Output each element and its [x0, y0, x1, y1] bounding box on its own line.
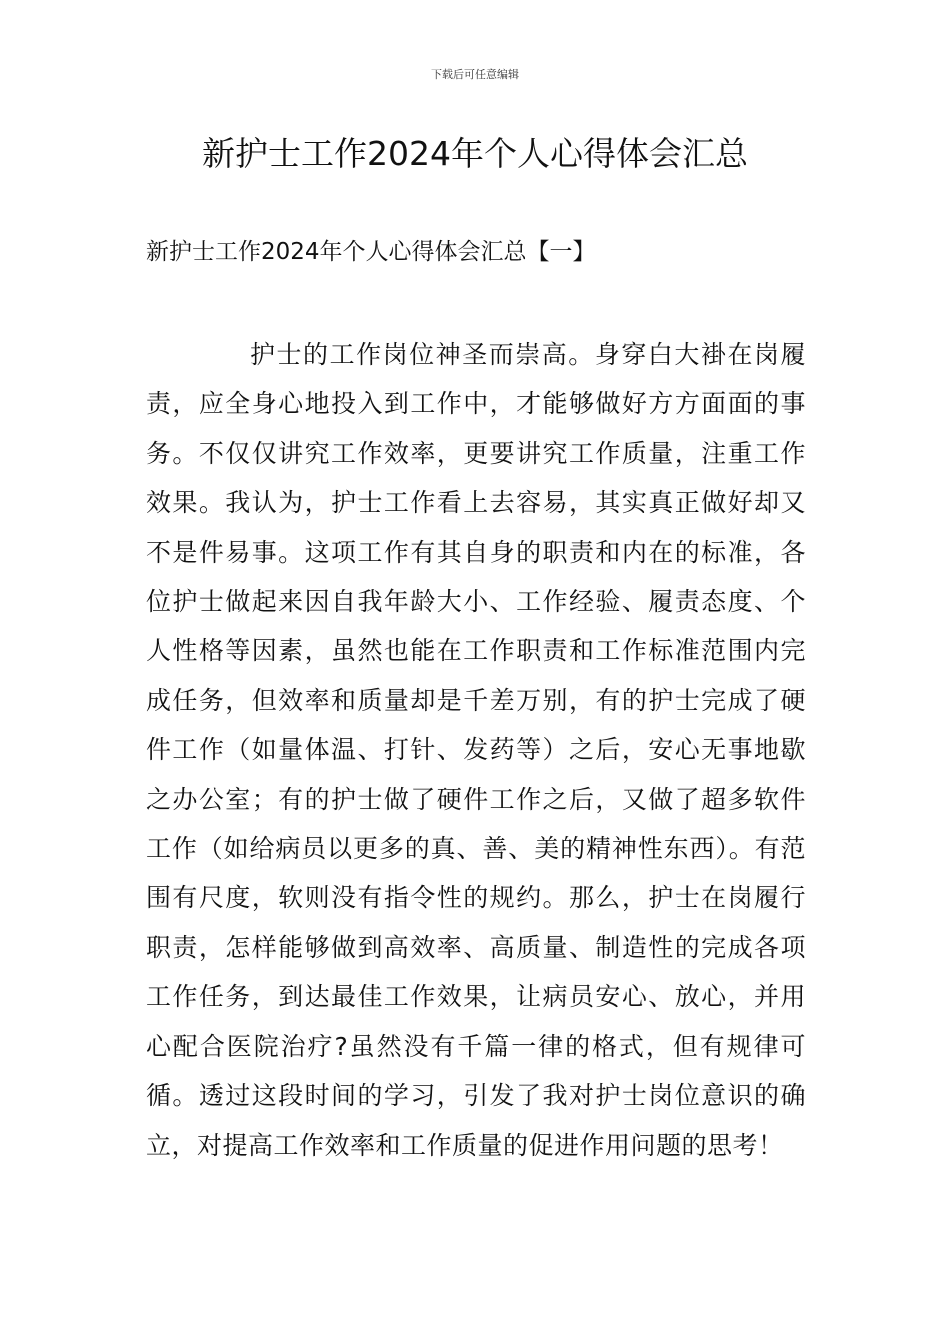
section-heading: 新护士工作2024年个人心得体会汇总【一】: [146, 239, 596, 265]
document-title: 新护士工作2024年个人心得体会汇总: [202, 134, 748, 173]
header-note: 下载后可任意编辑: [431, 68, 519, 81]
body-paragraph: 护士的工作岗位神圣而崇高。身穿白大褂在岗履责，应全身心地投入到工作中，才能够做好方方面面的事务。不仅仅讲究工作效率，更要讲究工作质量，注重工作效果。我认为，护士工作看上去容易，其实真正做好却又不是件易事。这项工作有其自身的职责和内在的标准，各位护士做起来因自我年龄大小、工作经验、履责态度、个人性格等因素，虽然也能在工作职责和工作标准范围内完成任务，但效率和质量却是千差万别，有的护士完成了硬件工作（如量体温、打针、发药等）之后，安心无事地歇之办公室；有的护士做了硬件工作之后，又做了超多软件工作（如给病员以更多的真、善、美的精神性东西）。有范围有尺度，软则没有指令性的规约。那么，护士在岗履行职责，怎样能够做到高效率、高质量、制造性的完成各项工作任务，到达最佳工作效果，让病员安心、放心，并用心配合医院治疗?虽然没有千篇一律的格式，但有规律可循。透过这段时间的学习，引发了我对护士岗位意识的确立，对提高工作效率和工作质量的促进作用问题的思考！: [146, 340, 806, 1160]
